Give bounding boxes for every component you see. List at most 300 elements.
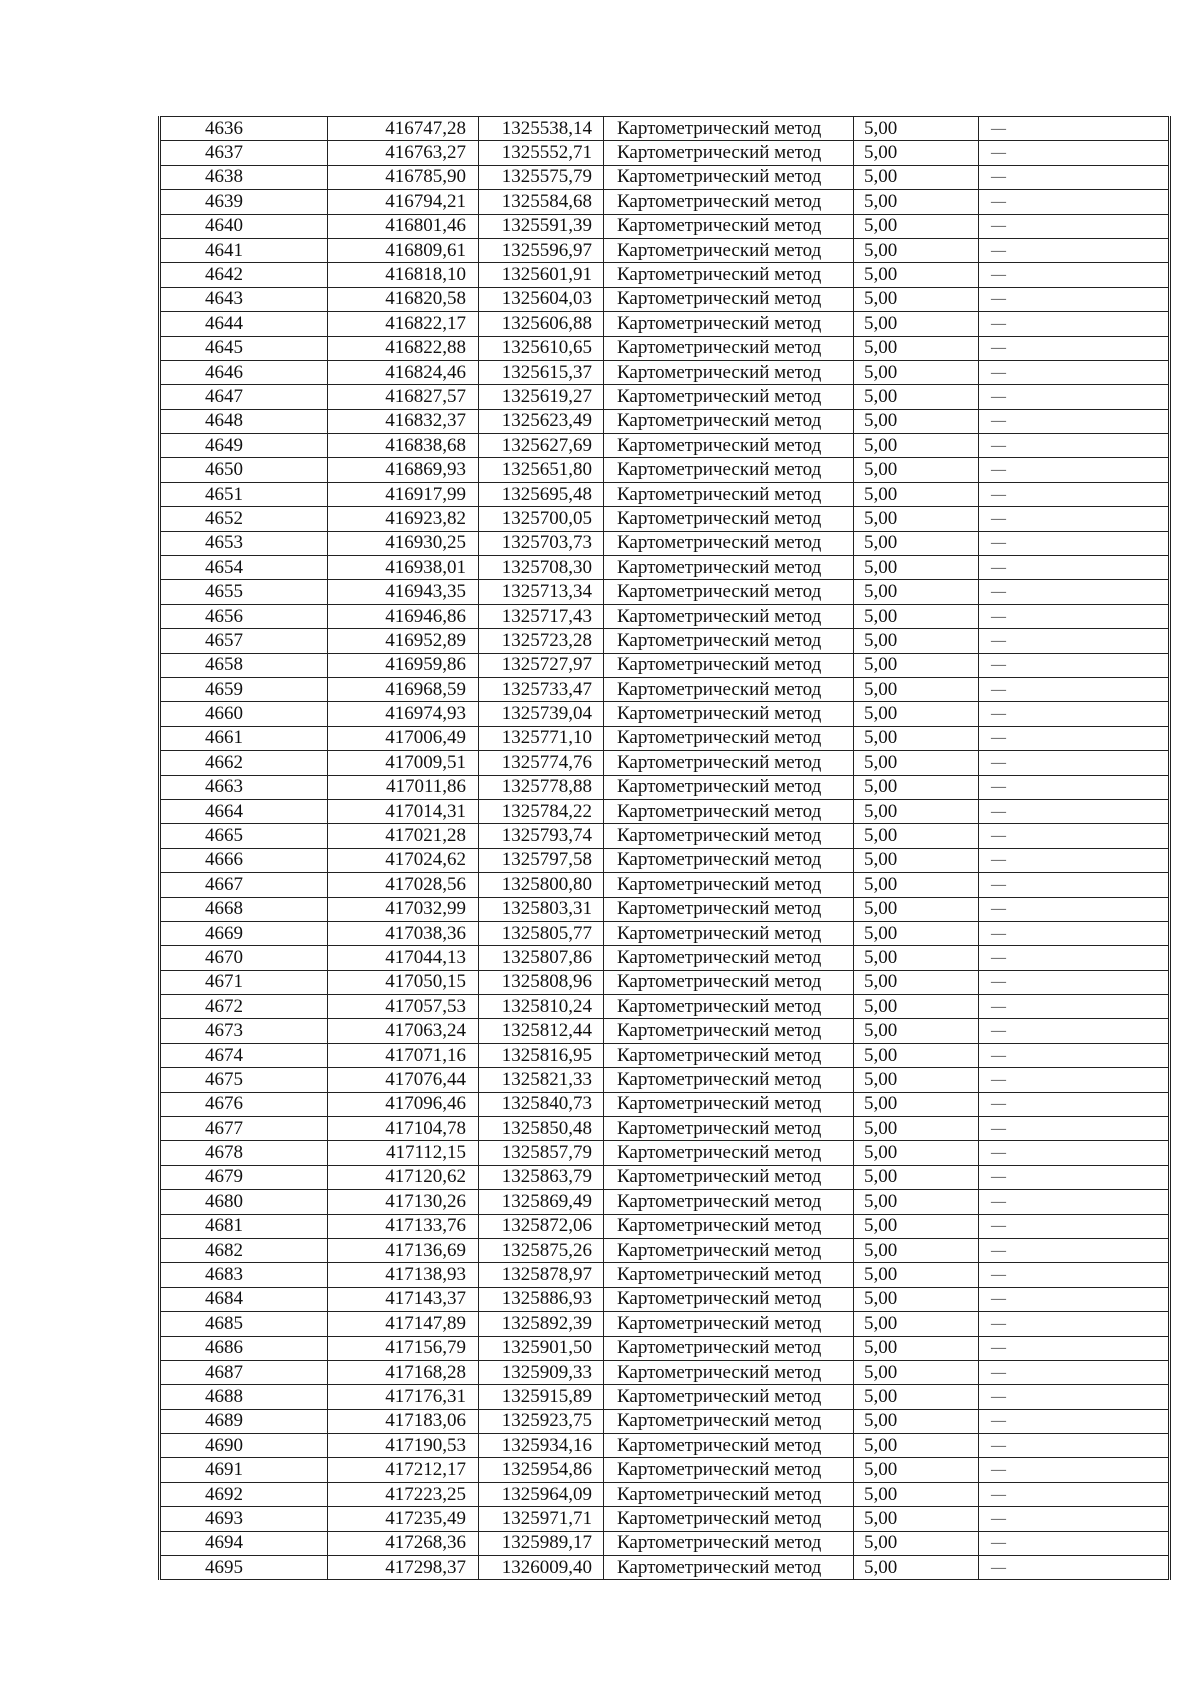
- table-row: [160, 970, 1170, 994]
- x-coordinate-cell: 416747,28: [328, 117, 479, 141]
- x-coordinate-cell: 416818,10: [328, 263, 479, 287]
- method-cell: Картометрический метод: [604, 921, 854, 945]
- y-coordinate-cell: 1325784,22: [479, 799, 604, 823]
- table-row: [160, 238, 1170, 262]
- x-coordinate-cell: 417112,15: [328, 1141, 479, 1165]
- x-coordinate-cell: 416938,01: [328, 556, 479, 580]
- point-number-cell: 4651: [160, 482, 328, 506]
- coordinates-table-body: [160, 117, 1170, 1580]
- accuracy-cell: 5,00: [854, 1531, 979, 1555]
- accuracy-cell: 5,00: [854, 1287, 979, 1311]
- table-row: [160, 507, 1170, 531]
- accuracy-cell: 5,00: [854, 1092, 979, 1116]
- empty-mark-cell: —: [979, 1336, 1170, 1360]
- empty-mark-cell: —: [979, 726, 1170, 750]
- empty-mark-cell: —: [979, 214, 1170, 238]
- accuracy-cell: 5,00: [854, 312, 979, 336]
- method-cell: Картометрический метод: [604, 1482, 854, 1506]
- method-cell: Картометрический метод: [604, 629, 854, 653]
- x-coordinate-cell: 416930,25: [328, 531, 479, 555]
- empty-mark-cell: —: [979, 580, 1170, 604]
- table-row: [160, 1434, 1170, 1458]
- x-coordinate-cell: 416952,89: [328, 629, 479, 653]
- method-cell: Картометрический метод: [604, 141, 854, 165]
- empty-mark-cell: —: [979, 336, 1170, 360]
- method-cell: Картометрический метод: [604, 1556, 854, 1580]
- y-coordinate-cell: 1325695,48: [479, 482, 604, 506]
- empty-mark-cell: —: [979, 190, 1170, 214]
- accuracy-cell: 5,00: [854, 1336, 979, 1360]
- empty-mark-cell: —: [979, 1556, 1170, 1580]
- table-row: [160, 434, 1170, 458]
- x-coordinate-cell: 417136,69: [328, 1238, 479, 1262]
- empty-mark-cell: —: [979, 556, 1170, 580]
- y-coordinate-cell: 1325717,43: [479, 604, 604, 628]
- empty-mark-cell: —: [979, 1287, 1170, 1311]
- table-row: [160, 458, 1170, 482]
- empty-mark-cell: —: [979, 1019, 1170, 1043]
- y-coordinate-cell: 1325610,65: [479, 336, 604, 360]
- accuracy-cell: 5,00: [854, 970, 979, 994]
- x-coordinate-cell: 417168,28: [328, 1360, 479, 1384]
- table-row: [160, 1238, 1170, 1262]
- y-coordinate-cell: 1325989,17: [479, 1531, 604, 1555]
- accuracy-cell: 5,00: [854, 995, 979, 1019]
- table-row: [160, 702, 1170, 726]
- point-number-cell: 4664: [160, 799, 328, 823]
- empty-mark-cell: —: [979, 921, 1170, 945]
- x-coordinate-cell: 417133,76: [328, 1214, 479, 1238]
- empty-mark-cell: —: [979, 1117, 1170, 1141]
- y-coordinate-cell: 1325703,73: [479, 531, 604, 555]
- table-row: [160, 263, 1170, 287]
- empty-mark-cell: —: [979, 775, 1170, 799]
- point-number-cell: 4672: [160, 995, 328, 1019]
- y-coordinate-cell: 1325869,49: [479, 1190, 604, 1214]
- point-number-cell: 4661: [160, 726, 328, 750]
- y-coordinate-cell: 1325623,49: [479, 409, 604, 433]
- table-row: [160, 312, 1170, 336]
- y-coordinate-cell: 1325886,93: [479, 1287, 604, 1311]
- empty-mark-cell: —: [979, 1409, 1170, 1433]
- table-row: [160, 824, 1170, 848]
- accuracy-cell: 5,00: [854, 921, 979, 945]
- method-cell: Картометрический метод: [604, 848, 854, 872]
- x-coordinate-cell: 416943,35: [328, 580, 479, 604]
- method-cell: Картометрический метод: [604, 1336, 854, 1360]
- method-cell: Картометрический метод: [604, 1043, 854, 1067]
- x-coordinate-cell: 417076,44: [328, 1068, 479, 1092]
- y-coordinate-cell: 1325810,24: [479, 995, 604, 1019]
- point-number-cell: 4684: [160, 1287, 328, 1311]
- point-number-cell: 4683: [160, 1263, 328, 1287]
- method-cell: Картометрический метод: [604, 1312, 854, 1336]
- empty-mark-cell: —: [979, 1482, 1170, 1506]
- method-cell: Картометрический метод: [604, 775, 854, 799]
- point-number-cell: 4649: [160, 434, 328, 458]
- x-coordinate-cell: 417024,62: [328, 848, 479, 872]
- point-number-cell: 4680: [160, 1190, 328, 1214]
- x-coordinate-cell: 417071,16: [328, 1043, 479, 1067]
- point-number-cell: 4637: [160, 141, 328, 165]
- table-row: [160, 1312, 1170, 1336]
- empty-mark-cell: —: [979, 751, 1170, 775]
- point-number-cell: 4667: [160, 873, 328, 897]
- method-cell: Картометрический метод: [604, 1068, 854, 1092]
- accuracy-cell: 5,00: [854, 556, 979, 580]
- y-coordinate-cell: 1325797,58: [479, 848, 604, 872]
- x-coordinate-cell: 416827,57: [328, 385, 479, 409]
- point-number-cell: 4642: [160, 263, 328, 287]
- y-coordinate-cell: 1325604,03: [479, 287, 604, 311]
- x-coordinate-cell: 417011,86: [328, 775, 479, 799]
- accuracy-cell: 5,00: [854, 580, 979, 604]
- method-cell: Картометрический метод: [604, 336, 854, 360]
- y-coordinate-cell: 1325915,89: [479, 1385, 604, 1409]
- x-coordinate-cell: 416869,93: [328, 458, 479, 482]
- y-coordinate-cell: 1325774,76: [479, 751, 604, 775]
- empty-mark-cell: —: [979, 165, 1170, 189]
- x-coordinate-cell: 417009,51: [328, 751, 479, 775]
- accuracy-cell: 5,00: [854, 507, 979, 531]
- accuracy-cell: 5,00: [854, 190, 979, 214]
- point-number-cell: 4652: [160, 507, 328, 531]
- accuracy-cell: 5,00: [854, 677, 979, 701]
- y-coordinate-cell: 1325615,37: [479, 360, 604, 384]
- method-cell: Картометрический метод: [604, 751, 854, 775]
- accuracy-cell: 5,00: [854, 873, 979, 897]
- point-number-cell: 4639: [160, 190, 328, 214]
- accuracy-cell: 5,00: [854, 458, 979, 482]
- table-row: [160, 1336, 1170, 1360]
- accuracy-cell: 5,00: [854, 1214, 979, 1238]
- accuracy-cell: 5,00: [854, 653, 979, 677]
- method-cell: Картометрический метод: [604, 1214, 854, 1238]
- y-coordinate-cell: 1325954,86: [479, 1458, 604, 1482]
- point-number-cell: 4666: [160, 848, 328, 872]
- point-number-cell: 4643: [160, 287, 328, 311]
- empty-mark-cell: —: [979, 848, 1170, 872]
- empty-mark-cell: —: [979, 995, 1170, 1019]
- point-number-cell: 4647: [160, 385, 328, 409]
- y-coordinate-cell: 1325901,50: [479, 1336, 604, 1360]
- method-cell: Картометрический метод: [604, 677, 854, 701]
- empty-mark-cell: —: [979, 1458, 1170, 1482]
- empty-mark-cell: —: [979, 629, 1170, 653]
- accuracy-cell: 5,00: [854, 1409, 979, 1433]
- method-cell: Картометрический метод: [604, 238, 854, 262]
- x-coordinate-cell: 417038,36: [328, 921, 479, 945]
- accuracy-cell: 5,00: [854, 702, 979, 726]
- accuracy-cell: 5,00: [854, 165, 979, 189]
- y-coordinate-cell: 1325816,95: [479, 1043, 604, 1067]
- empty-mark-cell: —: [979, 507, 1170, 531]
- y-coordinate-cell: 1325857,79: [479, 1141, 604, 1165]
- table-row: [160, 751, 1170, 775]
- point-number-cell: 4695: [160, 1556, 328, 1580]
- y-coordinate-cell: 1325708,30: [479, 556, 604, 580]
- accuracy-cell: 5,00: [854, 482, 979, 506]
- method-cell: Картометрический метод: [604, 214, 854, 238]
- accuracy-cell: 5,00: [854, 946, 979, 970]
- accuracy-cell: 5,00: [854, 1482, 979, 1506]
- y-coordinate-cell: 1325713,34: [479, 580, 604, 604]
- table-row: [160, 1092, 1170, 1116]
- accuracy-cell: 5,00: [854, 214, 979, 238]
- empty-mark-cell: —: [979, 1531, 1170, 1555]
- y-coordinate-cell: 1325778,88: [479, 775, 604, 799]
- y-coordinate-cell: 1325872,06: [479, 1214, 604, 1238]
- empty-mark-cell: —: [979, 1360, 1170, 1384]
- point-number-cell: 4644: [160, 312, 328, 336]
- point-number-cell: 4638: [160, 165, 328, 189]
- point-number-cell: 4691: [160, 1458, 328, 1482]
- method-cell: Картометрический метод: [604, 263, 854, 287]
- accuracy-cell: 5,00: [854, 1312, 979, 1336]
- point-number-cell: 4654: [160, 556, 328, 580]
- table-row: [160, 921, 1170, 945]
- table-row: [160, 214, 1170, 238]
- empty-mark-cell: —: [979, 824, 1170, 848]
- x-coordinate-cell: 417147,89: [328, 1312, 479, 1336]
- method-cell: Картометрический метод: [604, 1287, 854, 1311]
- table-row: [160, 1117, 1170, 1141]
- x-coordinate-cell: 416832,37: [328, 409, 479, 433]
- point-number-cell: 4679: [160, 1165, 328, 1189]
- accuracy-cell: 5,00: [854, 531, 979, 555]
- y-coordinate-cell: 1325964,09: [479, 1482, 604, 1506]
- accuracy-cell: 5,00: [854, 117, 979, 141]
- y-coordinate-cell: 1325805,77: [479, 921, 604, 945]
- empty-mark-cell: —: [979, 1434, 1170, 1458]
- table-row: [160, 556, 1170, 580]
- method-cell: Картометрический метод: [604, 312, 854, 336]
- x-coordinate-cell: 417183,06: [328, 1409, 479, 1433]
- empty-mark-cell: —: [979, 604, 1170, 628]
- method-cell: Картометрический метод: [604, 1117, 854, 1141]
- empty-mark-cell: —: [979, 799, 1170, 823]
- method-cell: Картометрический метод: [604, 409, 854, 433]
- y-coordinate-cell: 1325596,97: [479, 238, 604, 262]
- method-cell: Картометрический метод: [604, 190, 854, 214]
- x-coordinate-cell: 416785,90: [328, 165, 479, 189]
- accuracy-cell: 5,00: [854, 824, 979, 848]
- y-coordinate-cell: 1325793,74: [479, 824, 604, 848]
- table-row: [160, 1360, 1170, 1384]
- method-cell: Картометрический метод: [604, 1360, 854, 1384]
- y-coordinate-cell: 1325627,69: [479, 434, 604, 458]
- accuracy-cell: 5,00: [854, 1556, 979, 1580]
- table-row: [160, 409, 1170, 433]
- point-number-cell: 4650: [160, 458, 328, 482]
- empty-mark-cell: —: [979, 458, 1170, 482]
- method-cell: Картометрический метод: [604, 1238, 854, 1262]
- empty-mark-cell: —: [979, 897, 1170, 921]
- method-cell: Картометрический метод: [604, 873, 854, 897]
- method-cell: Картометрический метод: [604, 824, 854, 848]
- method-cell: Картометрический метод: [604, 1165, 854, 1189]
- y-coordinate-cell: 1325850,48: [479, 1117, 604, 1141]
- table-row: [160, 360, 1170, 384]
- empty-mark-cell: —: [979, 531, 1170, 555]
- point-number-cell: 4678: [160, 1141, 328, 1165]
- y-coordinate-cell: 1325606,88: [479, 312, 604, 336]
- table-row: [160, 604, 1170, 628]
- method-cell: Картометрический метод: [604, 1263, 854, 1287]
- method-cell: Картометрический метод: [604, 1507, 854, 1531]
- x-coordinate-cell: 416763,27: [328, 141, 479, 165]
- method-cell: Картометрический метод: [604, 702, 854, 726]
- y-coordinate-cell: 1325739,04: [479, 702, 604, 726]
- accuracy-cell: 5,00: [854, 434, 979, 458]
- point-number-cell: 4685: [160, 1312, 328, 1336]
- table-row: [160, 873, 1170, 897]
- x-coordinate-cell: 417120,62: [328, 1165, 479, 1189]
- method-cell: Картометрический метод: [604, 970, 854, 994]
- empty-mark-cell: —: [979, 873, 1170, 897]
- table-row: [160, 995, 1170, 1019]
- x-coordinate-cell: 417138,93: [328, 1263, 479, 1287]
- empty-mark-cell: —: [979, 141, 1170, 165]
- accuracy-cell: 5,00: [854, 1190, 979, 1214]
- accuracy-cell: 5,00: [854, 775, 979, 799]
- point-number-cell: 4659: [160, 677, 328, 701]
- table-row: [160, 946, 1170, 970]
- point-number-cell: 4676: [160, 1092, 328, 1116]
- x-coordinate-cell: 416822,17: [328, 312, 479, 336]
- accuracy-cell: 5,00: [854, 1238, 979, 1262]
- accuracy-cell: 5,00: [854, 1434, 979, 1458]
- empty-mark-cell: —: [979, 653, 1170, 677]
- accuracy-cell: 5,00: [854, 287, 979, 311]
- table-row: [160, 1141, 1170, 1165]
- accuracy-cell: 5,00: [854, 1507, 979, 1531]
- empty-mark-cell: —: [979, 1068, 1170, 1092]
- x-coordinate-cell: 417028,56: [328, 873, 479, 897]
- point-number-cell: 4694: [160, 1531, 328, 1555]
- method-cell: Картометрический метод: [604, 287, 854, 311]
- accuracy-cell: 5,00: [854, 1141, 979, 1165]
- x-coordinate-cell: 417014,31: [328, 799, 479, 823]
- y-coordinate-cell: 1325878,97: [479, 1263, 604, 1287]
- point-number-cell: 4670: [160, 946, 328, 970]
- empty-mark-cell: —: [979, 1043, 1170, 1067]
- empty-mark-cell: —: [979, 482, 1170, 506]
- accuracy-cell: 5,00: [854, 263, 979, 287]
- point-number-cell: 4681: [160, 1214, 328, 1238]
- method-cell: Картометрический метод: [604, 531, 854, 555]
- table-row: [160, 848, 1170, 872]
- point-number-cell: 4674: [160, 1043, 328, 1067]
- y-coordinate-cell: 1325821,33: [479, 1068, 604, 1092]
- point-number-cell: 4657: [160, 629, 328, 653]
- method-cell: Картометрический метод: [604, 1019, 854, 1043]
- accuracy-cell: 5,00: [854, 360, 979, 384]
- x-coordinate-cell: 417212,17: [328, 1458, 479, 1482]
- empty-mark-cell: —: [979, 1385, 1170, 1409]
- empty-mark-cell: —: [979, 970, 1170, 994]
- x-coordinate-cell: 417032,99: [328, 897, 479, 921]
- accuracy-cell: 5,00: [854, 1117, 979, 1141]
- empty-mark-cell: —: [979, 287, 1170, 311]
- table-row: [160, 336, 1170, 360]
- x-coordinate-cell: 417268,36: [328, 1531, 479, 1555]
- x-coordinate-cell: 417156,79: [328, 1336, 479, 1360]
- x-coordinate-cell: 416946,86: [328, 604, 479, 628]
- empty-mark-cell: —: [979, 1507, 1170, 1531]
- point-number-cell: 4675: [160, 1068, 328, 1092]
- method-cell: Картометрический метод: [604, 385, 854, 409]
- point-number-cell: 4673: [160, 1019, 328, 1043]
- accuracy-cell: 5,00: [854, 848, 979, 872]
- y-coordinate-cell: 1325909,33: [479, 1360, 604, 1384]
- x-coordinate-cell: 416917,99: [328, 482, 479, 506]
- accuracy-cell: 5,00: [854, 751, 979, 775]
- accuracy-cell: 5,00: [854, 604, 979, 628]
- point-number-cell: 4690: [160, 1434, 328, 1458]
- point-number-cell: 4688: [160, 1385, 328, 1409]
- method-cell: Картометрический метод: [604, 360, 854, 384]
- point-number-cell: 4671: [160, 970, 328, 994]
- y-coordinate-cell: 1325771,10: [479, 726, 604, 750]
- x-coordinate-cell: 416968,59: [328, 677, 479, 701]
- y-coordinate-cell: 1325863,79: [479, 1165, 604, 1189]
- accuracy-cell: 5,00: [854, 1043, 979, 1067]
- x-coordinate-cell: 417044,13: [328, 946, 479, 970]
- point-number-cell: 4660: [160, 702, 328, 726]
- accuracy-cell: 5,00: [854, 1263, 979, 1287]
- empty-mark-cell: —: [979, 360, 1170, 384]
- empty-mark-cell: —: [979, 1092, 1170, 1116]
- x-coordinate-cell: 417057,53: [328, 995, 479, 1019]
- empty-mark-cell: —: [979, 385, 1170, 409]
- point-number-cell: 4658: [160, 653, 328, 677]
- table-row: [160, 531, 1170, 555]
- x-coordinate-cell: 417006,49: [328, 726, 479, 750]
- x-coordinate-cell: 417096,46: [328, 1092, 479, 1116]
- method-cell: Картометрический метод: [604, 1385, 854, 1409]
- y-coordinate-cell: 1325800,80: [479, 873, 604, 897]
- point-number-cell: 4640: [160, 214, 328, 238]
- table-row: [160, 1214, 1170, 1238]
- point-number-cell: 4655: [160, 580, 328, 604]
- x-coordinate-cell: 417235,49: [328, 1507, 479, 1531]
- point-number-cell: 4636: [160, 117, 328, 141]
- method-cell: Картометрический метод: [604, 580, 854, 604]
- point-number-cell: 4656: [160, 604, 328, 628]
- empty-mark-cell: —: [979, 1238, 1170, 1262]
- x-coordinate-cell: 417050,15: [328, 970, 479, 994]
- accuracy-cell: 5,00: [854, 726, 979, 750]
- point-number-cell: 4687: [160, 1360, 328, 1384]
- y-coordinate-cell: 1325723,28: [479, 629, 604, 653]
- x-coordinate-cell: 417298,37: [328, 1556, 479, 1580]
- table-row: [160, 1019, 1170, 1043]
- point-number-cell: 4648: [160, 409, 328, 433]
- point-number-cell: 4641: [160, 238, 328, 262]
- table-row: [160, 1507, 1170, 1531]
- method-cell: Картометрический метод: [604, 726, 854, 750]
- y-coordinate-cell: 1325840,73: [479, 1092, 604, 1116]
- method-cell: Картометрический метод: [604, 1141, 854, 1165]
- table-row: [160, 1385, 1170, 1409]
- point-number-cell: 4669: [160, 921, 328, 945]
- y-coordinate-cell: 1325619,27: [479, 385, 604, 409]
- table-row: [160, 1556, 1170, 1580]
- accuracy-cell: 5,00: [854, 799, 979, 823]
- table-row: [160, 1165, 1170, 1189]
- y-coordinate-cell: 1325808,96: [479, 970, 604, 994]
